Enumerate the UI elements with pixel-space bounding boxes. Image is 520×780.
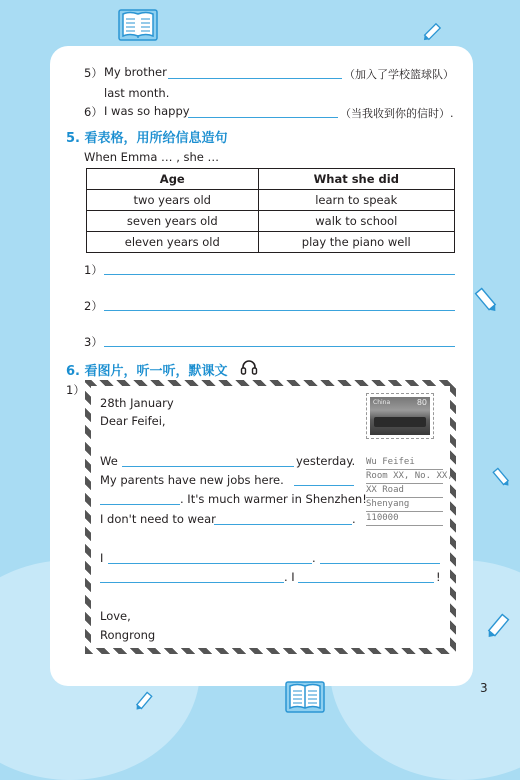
book-icon [118,6,158,42]
pencil-icon [131,690,155,714]
letter-blank[interactable] [298,582,434,583]
address-line: XX Road [366,484,443,498]
table-cell: walk to school [258,211,454,232]
postage-stamp [366,393,434,439]
letter-signature: Rongrong [100,628,156,642]
headphones-icon[interactable] [240,358,258,376]
letter-blank[interactable] [214,524,352,525]
answer-number: 2） [84,299,103,313]
table-cell: two years old [87,190,259,211]
info-table [86,168,455,253]
pencil-icon [420,22,442,44]
section-heading: 6. 看图片，听一听，默课文 [66,364,228,379]
stamp-image [370,397,430,435]
table-row [87,190,455,211]
address-line: 110000 [366,512,443,526]
letter-text: I [100,551,104,565]
table-cell: play the piano well [258,232,454,253]
item-number: 5） [84,66,103,80]
book-icon [285,678,325,714]
table-row [87,232,455,253]
letter-text: . I [284,570,295,584]
item-number: 6） [84,105,103,119]
item-text: last month. [104,86,170,100]
table-cell: seven years old [87,211,259,232]
address-line: Room XX, No. XX, [366,470,443,484]
stamp-country: China [373,399,391,406]
chinese-hint: （加入了学校篮球队） [344,68,454,81]
letter-text: We [100,454,118,468]
answer-number: 3） [84,335,103,349]
table-header: Age [87,169,259,190]
address-line: Shenyang [366,498,443,512]
answer-number: 1） [84,263,103,277]
letter-text: . It's much warmer in Shenzhen! [180,492,367,506]
answer-blank[interactable] [168,78,342,79]
table-header: What she did [258,169,454,190]
table-cell: learn to speak [258,190,454,211]
answer-line[interactable] [104,274,455,275]
table-header-row [87,169,455,190]
letter-text: My parents have new jobs here. [100,473,284,487]
item-text: My brother [104,65,167,79]
letter-blank[interactable] [100,504,180,505]
letter-blank[interactable] [100,582,284,583]
letter-text: . [352,512,356,526]
address-line: Wu Feifei [366,456,443,470]
letter-blank[interactable] [108,563,312,564]
table-row [87,211,455,232]
item-number: 1） [66,383,85,397]
letter-blank[interactable] [122,466,294,467]
sentence-prompt: When Emma … , she … [84,150,220,164]
answer-line[interactable] [104,346,455,347]
letter-text: . [312,551,316,565]
table-cell: eleven years old [87,232,259,253]
letter-closing: Love, [100,609,131,623]
letter-date: 28th January [100,396,174,410]
pencil-icon [482,612,512,642]
letter-text: ! [436,570,441,584]
pencil-icon [472,286,502,316]
letter-blank[interactable] [294,485,354,486]
letter-greeting: Dear Feifei, [100,414,166,428]
page-number: 3 [480,681,488,695]
item-text: I was so happy [104,104,190,118]
section-heading: 5. 看表格，用所给信息造句 [66,131,228,146]
answer-blank[interactable] [188,117,338,118]
answer-line[interactable] [104,310,455,311]
chinese-hint: （当我收到你的信时）. [340,107,454,120]
letter-text: yesterday. [296,454,356,468]
letter-text: I don't need to wear [100,512,216,526]
letter-blank[interactable] [320,563,440,564]
stamp-value: 80 [416,398,427,407]
pencil-icon [490,466,514,490]
